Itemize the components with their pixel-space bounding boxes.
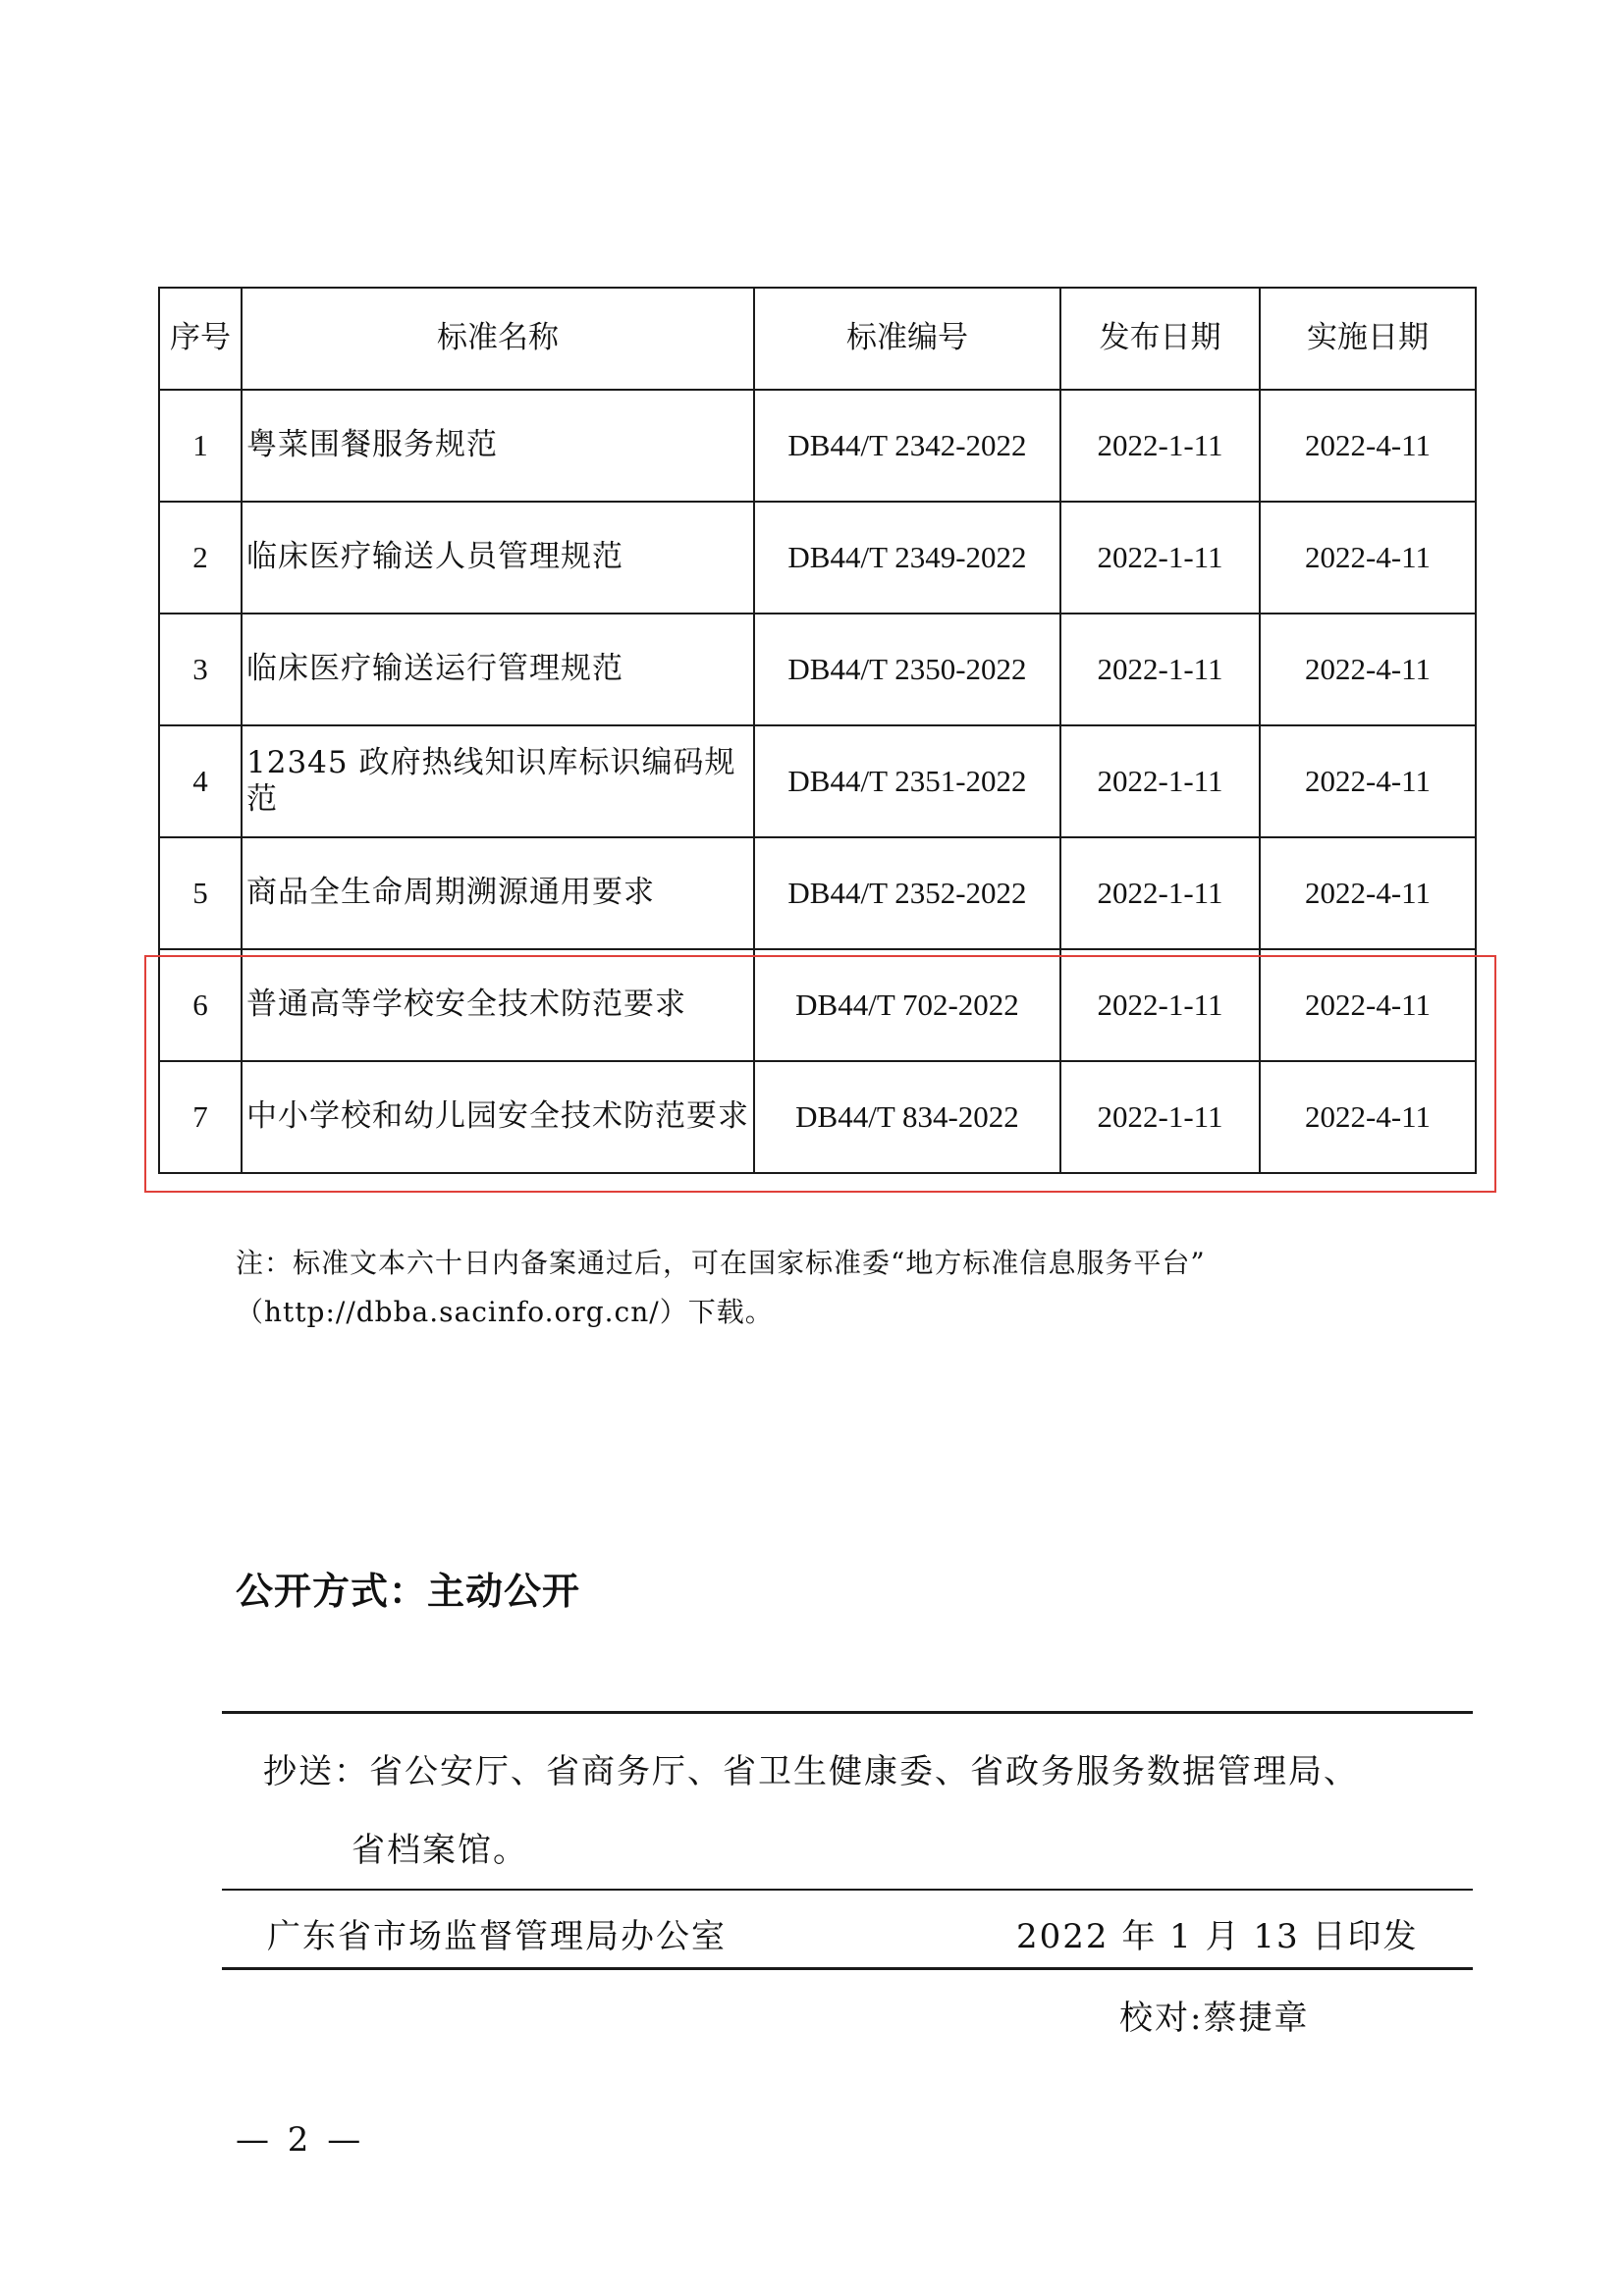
row-code: DB44/T 702-2022 xyxy=(754,949,1060,1061)
row-publish-date: 2022-1-11 xyxy=(1060,949,1260,1061)
row-effective-date: 2022-4-11 xyxy=(1260,614,1476,725)
row-index: 6 xyxy=(159,949,242,1061)
table-row xyxy=(159,949,1476,1061)
row-index: 5 xyxy=(159,837,242,949)
issue-date: 2022 年 1 月 13 日印发 xyxy=(1016,1917,1419,1956)
row-publish-date: 2022-1-11 xyxy=(1060,614,1260,725)
header-name: 标准名称 xyxy=(242,288,754,390)
proofreader: 校对:蔡捷章 xyxy=(1119,1999,1310,2038)
row-name: 临床医疗输送人员管理规范 xyxy=(242,502,754,614)
row-code: DB44/T 2350-2022 xyxy=(754,614,1060,725)
header-index: 序号 xyxy=(159,288,242,390)
note-line-1: 注：标准文本六十日内备案通过后，可在国家标准委“地方标准信息服务平台” xyxy=(236,1247,1206,1279)
row-effective-date: 2022-4-11 xyxy=(1260,502,1476,614)
table-row xyxy=(159,725,1476,837)
row-publish-date: 2022-1-11 xyxy=(1060,1061,1260,1173)
table-row xyxy=(159,502,1476,614)
row-publish-date: 2022-1-11 xyxy=(1060,390,1260,502)
row-index: 7 xyxy=(159,1061,242,1173)
header-publish-date: 发布日期 xyxy=(1060,288,1260,390)
issuer: 广东省市场监督管理局办公室 xyxy=(267,1917,727,1956)
row-name: 12345 政府热线知识库标识编码规范 xyxy=(242,725,754,837)
cc-line-1: 抄送：省公安厅、省商务厅、省卫生健康委、省政务服务数据管理局、 xyxy=(263,1752,1359,1791)
row-name: 临床医疗输送运行管理规范 xyxy=(242,614,754,725)
header-effective-date: 实施日期 xyxy=(1260,288,1476,390)
row-index: 1 xyxy=(159,390,242,502)
row-publish-date: 2022-1-11 xyxy=(1060,502,1260,614)
row-index: 4 xyxy=(159,725,242,837)
divider-middle xyxy=(222,1889,1473,1891)
row-index: 3 xyxy=(159,614,242,725)
row-effective-date: 2022-4-11 xyxy=(1260,837,1476,949)
row-code: DB44/T 834-2022 xyxy=(754,1061,1060,1173)
row-name: 中小学校和幼儿园安全技术防范要求 xyxy=(242,1061,754,1173)
row-effective-date: 2022-4-11 xyxy=(1260,725,1476,837)
row-code: DB44/T 2351-2022 xyxy=(754,725,1060,837)
note-line-2: （http://dbba.sacinfo.org.cn/）下载。 xyxy=(236,1296,774,1328)
cc-recipients xyxy=(263,1733,1359,1890)
divider-top xyxy=(222,1711,1473,1714)
row-name: 商品全生命周期溯源通用要求 xyxy=(242,837,754,949)
table-row xyxy=(159,390,1476,502)
row-code: DB44/T 2342-2022 xyxy=(754,390,1060,502)
table-row xyxy=(159,614,1476,725)
disclosure-method: 公开方式：主动公开 xyxy=(236,1570,581,1613)
row-effective-date: 2022-4-11 xyxy=(1260,949,1476,1061)
header-code: 标准编号 xyxy=(754,288,1060,390)
row-publish-date: 2022-1-11 xyxy=(1060,725,1260,837)
row-effective-date: 2022-4-11 xyxy=(1260,390,1476,502)
table-note xyxy=(236,1239,1473,1337)
row-index: 2 xyxy=(159,502,242,614)
divider-bottom xyxy=(222,1967,1473,1970)
table-row xyxy=(159,1061,1476,1173)
row-code: DB44/T 2349-2022 xyxy=(754,502,1060,614)
cc-line-2: 省档案馆。 xyxy=(352,1831,528,1870)
table-row xyxy=(159,837,1476,949)
row-effective-date: 2022-4-11 xyxy=(1260,1061,1476,1173)
page-number: — 2 — xyxy=(236,2120,365,2160)
row-name: 普通高等学校安全技术防范要求 xyxy=(242,949,754,1061)
row-code: DB44/T 2352-2022 xyxy=(754,837,1060,949)
standards-table xyxy=(158,287,1477,1174)
row-publish-date: 2022-1-11 xyxy=(1060,837,1260,949)
table-header-row xyxy=(159,288,1476,390)
row-name: 粤菜围餐服务规范 xyxy=(242,390,754,502)
